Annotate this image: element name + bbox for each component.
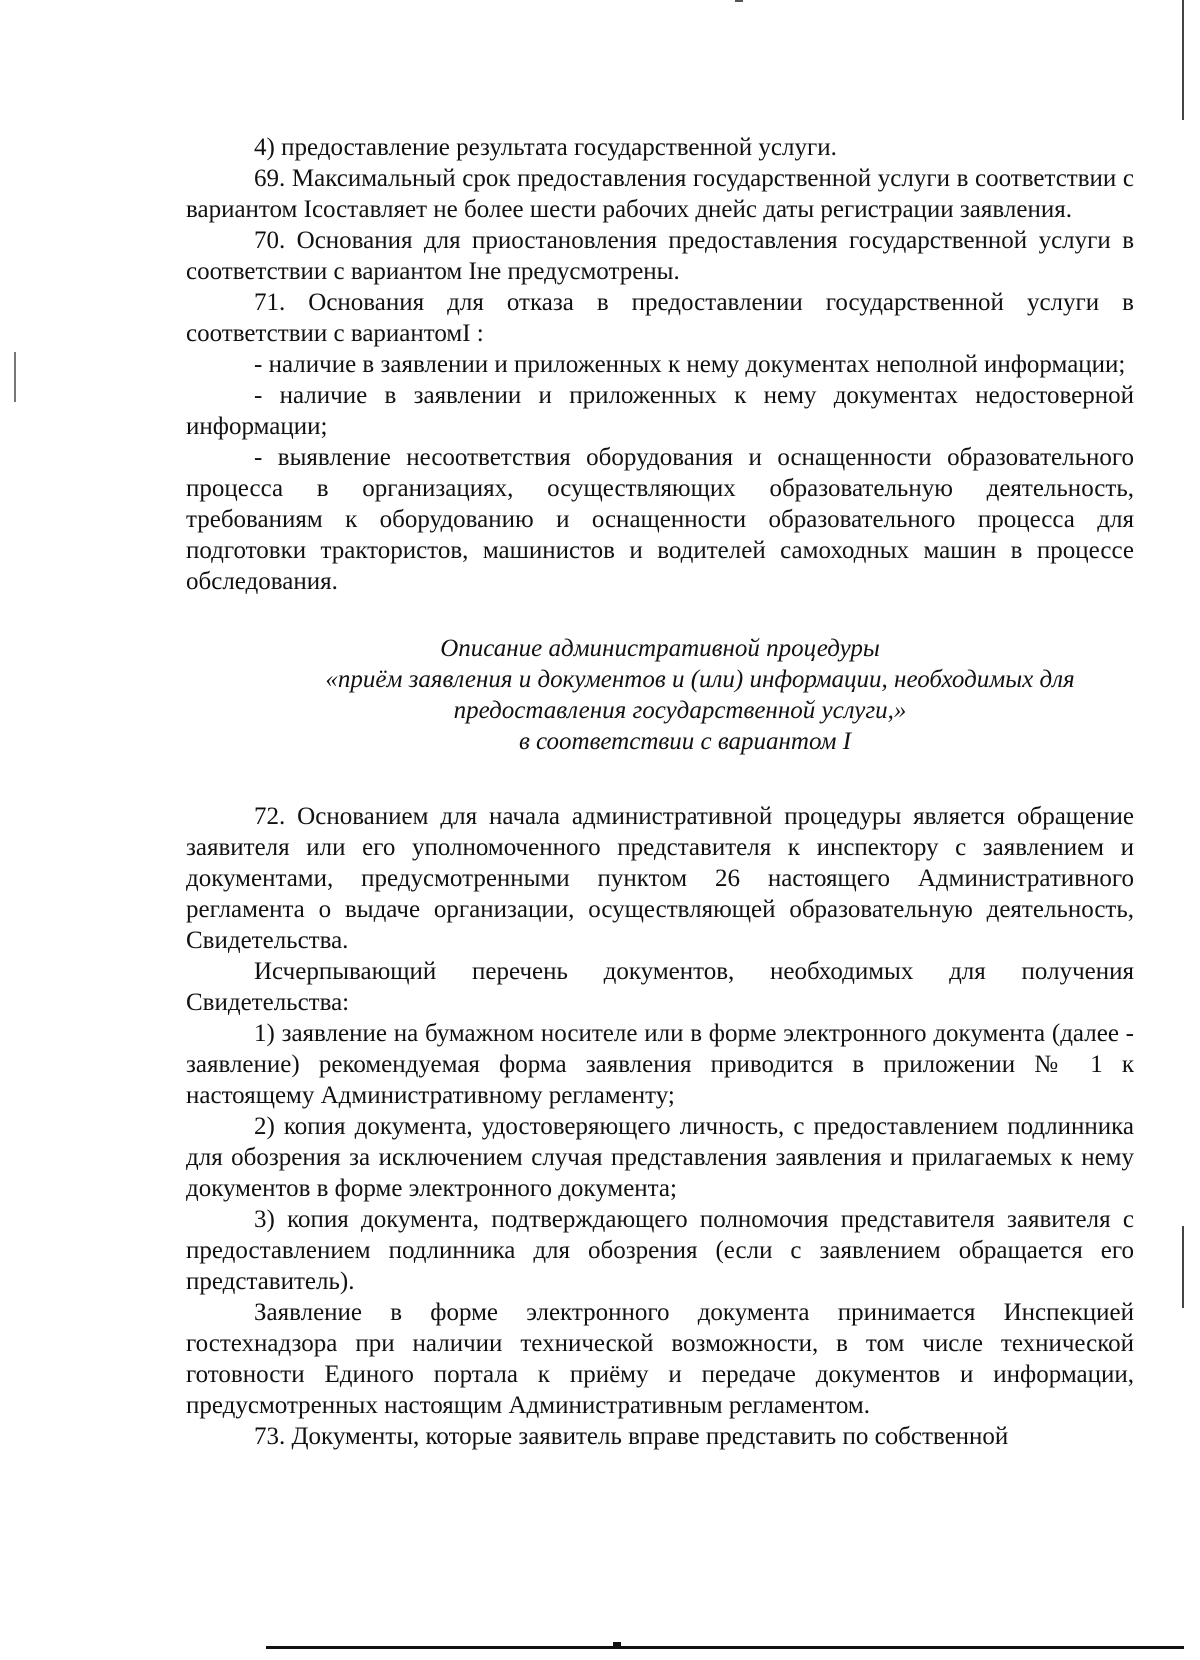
- paragraph-electronic-application: Заявление в форме электронного документа принимается Инспекцией гостехнадзора при наличии технической возможности, в том числе технической готовности Единого портала к приёму и передаче документов и информации, предусмотренных настоящим Административным регламентом.: [186, 1299, 1134, 1419]
- paragraph-71: 71. Основания для отказа в предоставлении государственной услуги в соответствии с вариантомI :: [186, 289, 1134, 347]
- scan-mark-right-bottom: [1182, 1226, 1184, 1308]
- document-body: [186, 132, 1134, 1452]
- list-item-authority-copy: 3) копия документа, подтверждающего полномочия представителя заявителя с предоставлением подлинника для обозрения (если с заявлением обращается его представитель).: [186, 1206, 1134, 1295]
- scan-mark-left: [14, 352, 16, 402]
- heading-line-1: Описание административной процедуры: [440, 635, 880, 662]
- list-item-identity-copy: 2) копия документа, удостоверяющего личность, с предоставлением подлинника для обозрения за исключением случая представления заявления и прилагаемых к нему документов в форме электронного документа;: [186, 1113, 1134, 1202]
- heading-line-3: предоставления государственной услуги,»: [453, 697, 907, 724]
- list-item-incomplete-info: - наличие в заявлении и приложенных к нему документах неполной информации;: [254, 351, 1126, 378]
- bottom-mark: [613, 1642, 621, 1648]
- bottom-rule: [266, 1646, 1184, 1649]
- heading-line-2: «приём заявления и документов и (или) информации, необходимых для: [325, 666, 1075, 693]
- paragraph-69: 69. Максимальный срок предоставления государственной услуги в соответствии с вариантом Iсоставляет не более шести рабочих днейс даты регистрации заявления.: [186, 165, 1134, 223]
- section-heading: [186, 633, 1134, 757]
- paragraph-72: 72. Основанием для начала административной процедуры является обращение заявителя или его уполномоченного представителя к инспектору с заявлением и документами, предусмотренными пунктом 26 настоящего Административного регламента о выдаче организации, осуществляющей образовательную деятельность, Свидетельства.: [186, 803, 1134, 954]
- heading-line-4: в соответствии с вариантом I: [518, 728, 852, 755]
- list-item-equipment-mismatch: - выявление несоответствия оборудования и оснащенности образовательного процесса в организациях, осуществляющих образовательную деятельность, требованиям к оборудованию и оснащенности образовательного процесса для подготовки трактористов, машинистов и водителей самоходных машин в процессе обследования.: [186, 444, 1134, 595]
- scan-mark-top: [735, 0, 743, 2]
- paragraph-70: 70. Основания для приостановления предоставления государственной услуги в соответствии с вариантом Iне предусмотрены.: [186, 227, 1134, 285]
- list-item-unreliable-info: - наличие в заявлении и приложенных к нему документах недостоверной информации;: [186, 382, 1134, 440]
- paragraph-73: 73. Документы, которые заявитель вправе представить по собственной: [254, 1423, 1009, 1450]
- paragraph-result: 4) предоставление результата государственной услуги.: [254, 134, 837, 161]
- scan-mark-right-top: [1182, 0, 1184, 120]
- list-item-application: 1) заявление на бумажном носителе или в форме электронного документа (далее - заявление) рекомендуемая форма заявления приводится в приложении № 1 к настоящему Административному регламенту;: [186, 1020, 1134, 1109]
- paragraph-documents-list-intro: Исчерпывающий перечень документов, необходимых для получения Свидетельства:: [186, 958, 1134, 1016]
